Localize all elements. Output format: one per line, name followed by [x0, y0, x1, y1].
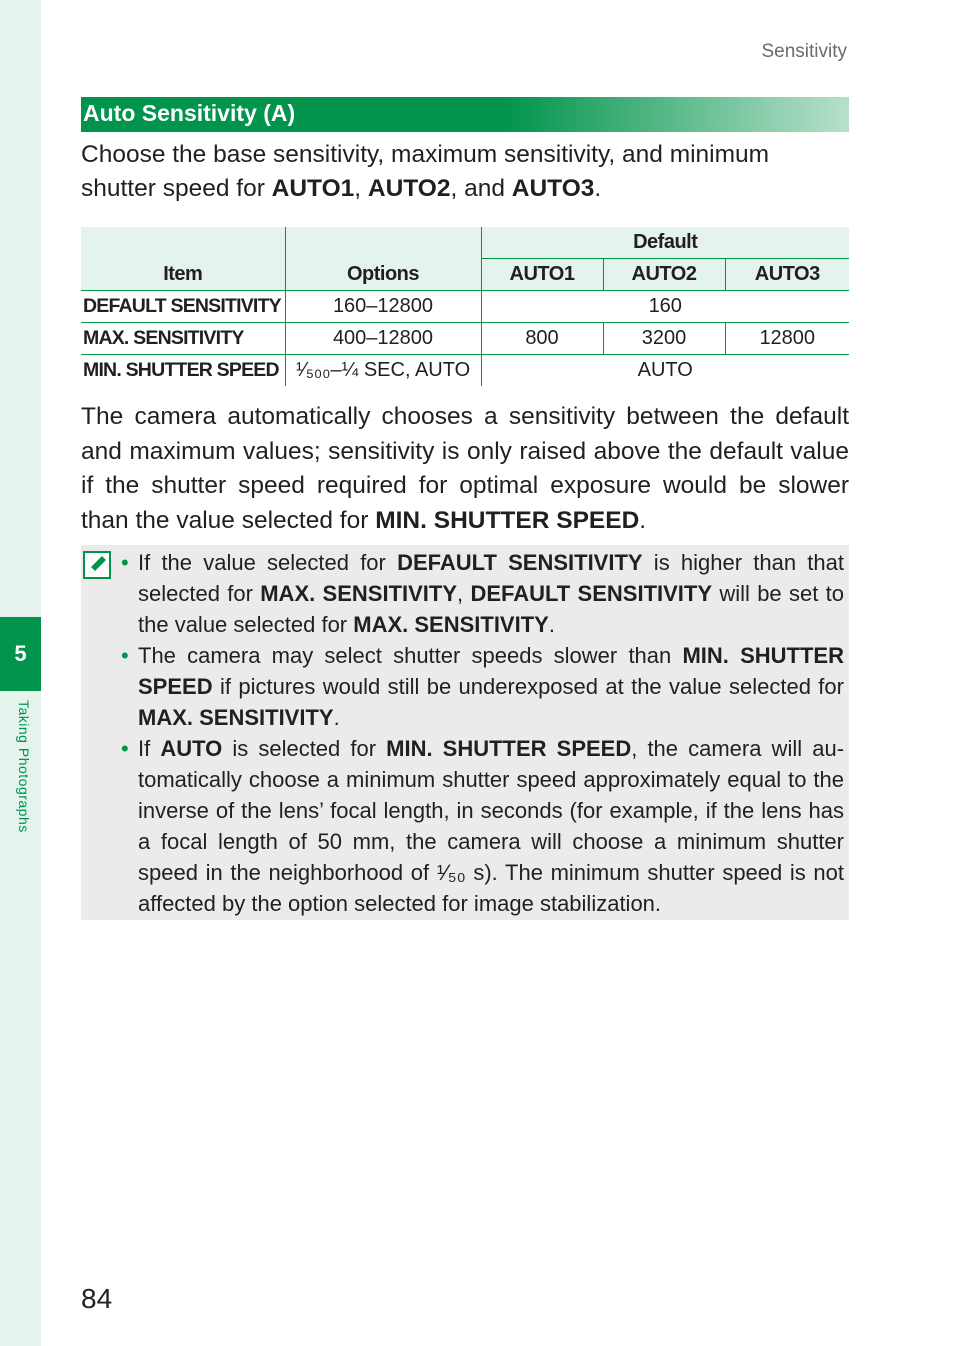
row-auto2: 3200: [603, 323, 725, 355]
note-bold: MAX. SENSITIVITY: [138, 705, 334, 730]
header-default: Default: [481, 227, 849, 259]
note-bold: DEFAULT SENSITIVITY: [470, 581, 713, 606]
row-options: 400–12800: [285, 323, 481, 355]
table-row: [81, 291, 849, 323]
row-default: 160: [481, 291, 849, 323]
header-auto2: AUTO2: [603, 259, 725, 291]
intro-paragraph: [81, 138, 849, 206]
list-item: [121, 640, 844, 733]
bullet-icon: •: [121, 736, 129, 761]
note-text: ,: [457, 581, 471, 606]
note-text: .: [548, 612, 555, 637]
header-auto1: AUTO1: [481, 259, 603, 291]
table-row: [81, 355, 849, 387]
section-title: [81, 97, 849, 132]
list-item: [121, 547, 844, 640]
header-auto3: AUTO3: [725, 259, 849, 291]
row-options: 160–12800: [285, 291, 481, 323]
intro-text: Choose the base sensitivity, maximum sensitivity, and minimum shutter speed for: [81, 141, 770, 202]
note-box: [81, 545, 849, 920]
row-auto1: 800: [481, 323, 603, 355]
note-text: .: [333, 705, 340, 730]
note-text: is higher than that selected for: [138, 550, 845, 606]
table-row: [81, 323, 849, 355]
intro-auto2: AUTO2: [367, 175, 451, 202]
note-text: If: [138, 736, 161, 761]
bullet-icon: •: [121, 643, 129, 668]
section-title-text: Auto Sensitivity (A): [83, 100, 296, 126]
row-options: ¹⁄₅₀₀–¼ SEC, AUTO: [285, 355, 481, 387]
row-auto3: 12800: [725, 323, 849, 355]
note-text: , the camera will automatically choose a minimum shutter speed approximately equal to the inverse of the lens’ focal length, in seconds (for example, if the lens has a focal length of 50 mm, the camera will choose a minimum shutter speed in the neighborhood of ¹⁄₅₀ s). The minimum shutter speed is not affected by the option selected for image stabilization.: [138, 736, 845, 916]
note-text: The camera may select shutter speeds slower than: [138, 643, 683, 668]
note-bold: DEFAULT SENSITIVITY: [397, 550, 643, 575]
chapter-number: 5: [14, 641, 27, 666]
body-end: .: [639, 506, 647, 534]
running-head: Sensitivity: [761, 41, 847, 62]
note-text: If the value selected for: [138, 550, 398, 575]
header-options: Options: [285, 227, 481, 291]
note-text: will be set to the value selected for: [138, 581, 844, 637]
sensitivity-table: [81, 227, 849, 386]
intro-auto3: AUTO3: [511, 175, 595, 202]
note-bold: AUTO: [160, 736, 223, 761]
bullet-icon: •: [121, 550, 129, 575]
note-text: if pictures would still be underexposed at the value selected for: [212, 674, 844, 699]
body-bold: MIN. SHUTTER SPEED: [375, 506, 640, 534]
list-item: [121, 733, 844, 919]
note-bold: MAX. SENSITIVITY: [353, 612, 549, 637]
note-bold: MIN. SHUTTER SPEED: [138, 643, 844, 699]
header-item: Item: [81, 227, 285, 291]
table-header-row: [81, 227, 849, 259]
note-bold: MAX. SENSITIVITY: [260, 581, 458, 606]
body-text: The camera automatically chooses a sensitivity between the default and maximum values; sensitivity is only raised above the default value if the shutter speed required for optimal exposure would be slower than the value selected for: [81, 403, 849, 534]
note-text: is selected for: [222, 736, 387, 761]
chapter-label: Taking Photographs: [16, 700, 32, 833]
intro-end: .: [594, 175, 602, 202]
row-default: AUTO: [637, 359, 693, 381]
intro-auto1: AUTO1: [271, 175, 355, 202]
chapter-tab: [0, 617, 41, 691]
note-bold: MIN. SHUTTER SPEED: [386, 736, 632, 761]
row-item: MAX. SENSITIVITY: [81, 323, 285, 355]
page-number: 84: [81, 1283, 113, 1314]
intro-sep2: , and: [450, 175, 512, 202]
row-item: DEFAULT SENSITIVITY: [81, 291, 285, 323]
intro-sep1: ,: [354, 175, 368, 202]
note-list: [121, 547, 844, 919]
body-paragraph: [81, 400, 849, 538]
row-item: MIN. SHUTTER SPEED: [81, 355, 285, 387]
note-icon: [83, 551, 111, 579]
